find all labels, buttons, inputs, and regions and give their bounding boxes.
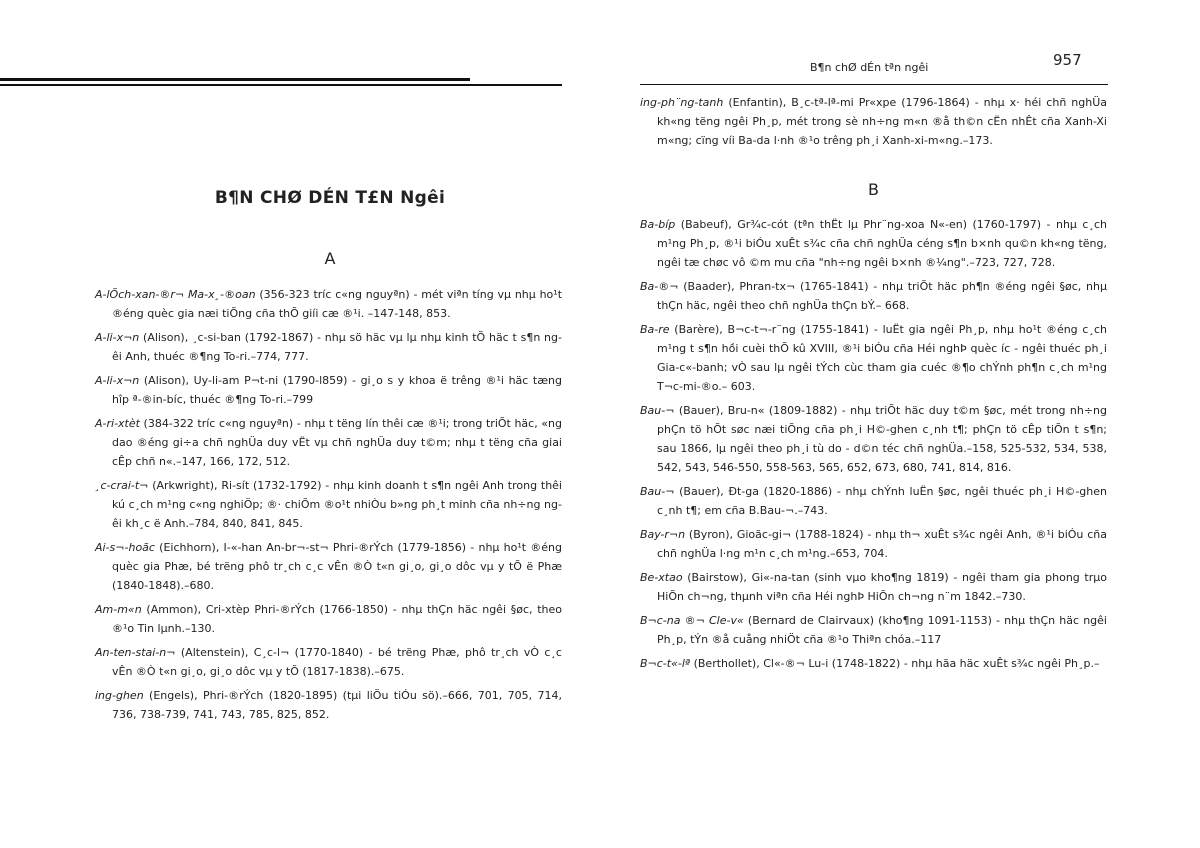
entry-name: Bau-¬ (640, 485, 675, 498)
entry-text: (Alison), Uy-li-am P¬t-ni (1790-l859) - gi¸o s y khoa ë trêng ®¹i häc tæng hîp ª-®in-bíc, thuéc ®¶ng To-ri.–799 (112, 374, 562, 406)
entry-name: B¬c-na ®¬ Cle-v« (640, 614, 744, 627)
entry-text: (Arkwright), Ri-sít (1732-1792) - nhµ kinh doanh t s¶n ngêi Anh trong thêi kú c¸ch m¹ng c«ng nghiÖp; ®· chiÕm ®o¹t nhiÒu b»ng ph¸t minh cña nh÷ng ngêi kh¸c ë Anh.–784, 840, 841, 845. (112, 479, 562, 530)
entry-name: Am-m«n (95, 603, 142, 616)
entry-name: ing-ghen (95, 689, 144, 702)
entry-text: (Baader), Phran-tx¬ (1765-1841) - nhµ triÕt häc ph¶n ®éng ngêi §øc, nhµ thÇn häc, ngêi theo chñ nghÜa thÇn bÝ.– 668. (657, 280, 1107, 312)
entry-text: (Altenstein), C¸c-l¬ (1770-1840) - bé trëng Phæ, phô tr¸ch vÒ c¸c vÊn ®Ò t«n gi¸o, gi¸o dôc vµ y tÕ (1817-1838).–675. (112, 646, 562, 678)
index-entry (640, 482, 1107, 520)
entry-text: (Eichhorn), I-«-han An-br¬-st¬ Phri-®rÝch (1779-1856) - nhµ ho¹t ®éng quèc gia Phæ, bé trëng phô tr¸ch c¸c vÊn ®Ò t«n gi¸o, gi¸o dôc vµ y tÕ ë Phæ (1840-1848).–680. (112, 541, 562, 592)
index-entry (95, 686, 562, 724)
entry-text: (Barère), B¬c-t¬-r¨ng (1755-1841) - luËt gia ngêi Ph¸p, nhµ ho¹t ®éng c¸ch m¹ng t s¶n hồi cuèi thÕ kû XVIII, ®¹i biÓu cña Héi nghÞ quèc íc - ngêi thuéc ph¸i Gia-c«-banh; vÒ sau lµ ngêi tÝch cùc tham gia cuéc ®¶o chÝnh ph¶n c¸ch m¹ng T¬c-mi-®o.– 603. (657, 323, 1107, 393)
entry-name: A-li-x¬n (95, 374, 140, 387)
entry-name: A-li-x¬n (95, 331, 140, 344)
index-entry (640, 215, 1107, 272)
index-entry (640, 93, 1107, 150)
running-head: B¶n chØ dÉn tªn ngêi (810, 61, 929, 74)
index-entry (640, 611, 1107, 649)
entry-name: Ai-s¬-hoãc (95, 541, 155, 554)
index-entry (640, 401, 1107, 477)
entry-name: A-lÕch-xan-®r¬ Ma-x¸-®oan (95, 288, 256, 301)
entry-name: Bay-r¬n (640, 528, 686, 541)
entry-name: An-ten-stai-n¬ (95, 646, 176, 659)
entry-name: ¸c-crai-t¬ (95, 479, 149, 492)
left-entry-list (95, 285, 562, 729)
index-entry (640, 654, 1107, 673)
entry-text: (384-322 tríc c«ng nguyªn) - nhµ t tëng lín thêi cæ ®¹i; trong triÕt häc, «ng dao ®éng gi÷a chñ nghÜa duy vËt vµ chñ nghÜa duy t©m; nhµ t tëng cña giai cÊp chñ n«.–147, 166, 172, 512. (112, 417, 562, 468)
index-entry (95, 538, 562, 595)
index-entry (640, 568, 1107, 606)
entry-name: Ba-re (640, 323, 670, 336)
index-entry (95, 600, 562, 638)
index-entry (95, 328, 562, 366)
entry-name: Be-xtao (640, 571, 683, 584)
index-title: B¶N CHØ DÉN T£N Ngêi (214, 188, 446, 208)
index-entry (95, 371, 562, 409)
entry-name: A-ri-xtèt (95, 417, 140, 430)
page-number: 957 (1053, 51, 1082, 69)
index-entry (95, 285, 562, 323)
section-letter-b: B (868, 180, 879, 199)
index-entry (640, 320, 1107, 396)
header-rule-right (640, 84, 1108, 85)
entry-text: (Bernard de Clairvaux) (kho¶ng 1091-1153) - nhµ thÇn häc ngêi Ph¸p, tÝn ®å cuång nhiÖt cña ®¹o Thiªn chóa.–117 (657, 614, 1107, 646)
entry-name: Ba-bíp (640, 218, 676, 231)
entry-text: (Engels), Phri-®rÝch (1820-1895) (tµi liÖu tiÓu sö).–666, 701, 705, 714, 736, 738-739, 741, 743, 785, 825, 852. (112, 689, 562, 721)
index-entry (95, 476, 562, 533)
entry-name: ing-ph¨ng-tanh (640, 96, 724, 109)
index-entry (640, 277, 1107, 315)
continued-entry (640, 93, 1107, 155)
entry-name: B¬c-t«-lª (640, 657, 691, 670)
right-entry-list (640, 215, 1107, 678)
index-entry (640, 525, 1107, 563)
section-letter-a: A (324, 249, 336, 268)
entry-text: (356-323 tríc c«ng nguyªn) - mét viªn tíng vµ nhµ ho¹t ®éng quèc gia næi tiÕng cña thÕ giíi cæ ®¹i. –147-148, 853. (112, 288, 563, 320)
index-entry (95, 643, 562, 681)
entry-text: (Berthollet), Cl«-®¬ Lu-i (1748-1822) - nhµ hãa häc xuÊt s¾c ngêi Ph¸p.– (690, 657, 1100, 670)
entry-text: (Bairstow), Gi«-na-tan (sinh vµo kho¶ng 1819) - ngêi tham gia phong trµo HiÕn ch¬ng, thµnh viªn cña Héi nghÞ HiÕn ch¬ng n¨m 1842.–730. (657, 571, 1107, 603)
entry-text: (Bauer), Bru-n« (1809-1882) - nhµ triÕt häc duy t©m §øc, mét trong nh÷ng phÇn tö hÕt søc næi tiÕng cña ph¸i H©-ghen c¸nh t¶; phÇn tö cÊp tiÕn t s¶n; sau 1866, lµ ngêi theo ph¸i tù do - d©n téc chñ nghÜa.–158, 525-532, 534, 538, 542, 543, 546-550, 558-563, 565, 652, 673, 680, 741, 814, 816. (657, 404, 1107, 474)
entry-name: Bau-¬ (640, 404, 675, 417)
entry-text: (Alison), ¸c-si-ban (1792-1867) - nhµ sö häc vµ lµ nhµ kinh tÕ häc t s¶n ngêi Anh, thuéc ®¶ng To-ri.–774, 777. (112, 331, 562, 363)
entry-name: Ba-®¬ (640, 280, 679, 293)
entry-text: (Ammon), Cri-xtèp Phri-®rÝch (1766-1850) - nhµ thÇn häc ngêi §øc, theo ®¹o Tin lµnh.–130. (112, 603, 562, 635)
entry-text: (Bauer), Ðt-ga (1820-1886) - nhµ chÝnh luËn §øc, ngêi thuéc ph¸i H©-ghen c¸nh t¶; em cña B.Bau-¬.–743. (657, 485, 1107, 517)
entry-text: (Babeuf), Gr¾c-cót (tªn thËt lµ Phr¨ng-xoa N«-en) (1760-1797) - nhµ c¸ch m¹ng Ph¸p, ®¹i biÓu xuÊt s¾c cña chñ nghÜa céng s¶n b×nh qu©n kh«ng tëng, ngêi tæ chøc vô ©m mu cña "nh÷ng ngêi b×nh ®¼ng".–723, 727, 728. (657, 218, 1107, 269)
entry-text: (Byron), Gioãc-gi¬ (1788-1824) - nhµ th¬ xuÊt s¾c ngêi Anh, ®¹i biÓu cña chñ nghÜa l·ng m¹n c¸ch m¹ng.–653, 704. (657, 528, 1107, 560)
index-entry (95, 414, 562, 471)
entry-text: (Enfantin), B¸c-tª-lª-mi Pr«xpe (1796-1864) - nhµ x· héi chñ nghÜa kh«ng tëng ngêi Ph¸p, mét trong sè nh÷ng m«n ®å th©n cËn nhÊt cña Xanh-Xi m«ng; cïng víi Ba-da l·nh ®¹o trêng ph¸i Xanh-xi-m«ng.–173. (657, 96, 1107, 147)
